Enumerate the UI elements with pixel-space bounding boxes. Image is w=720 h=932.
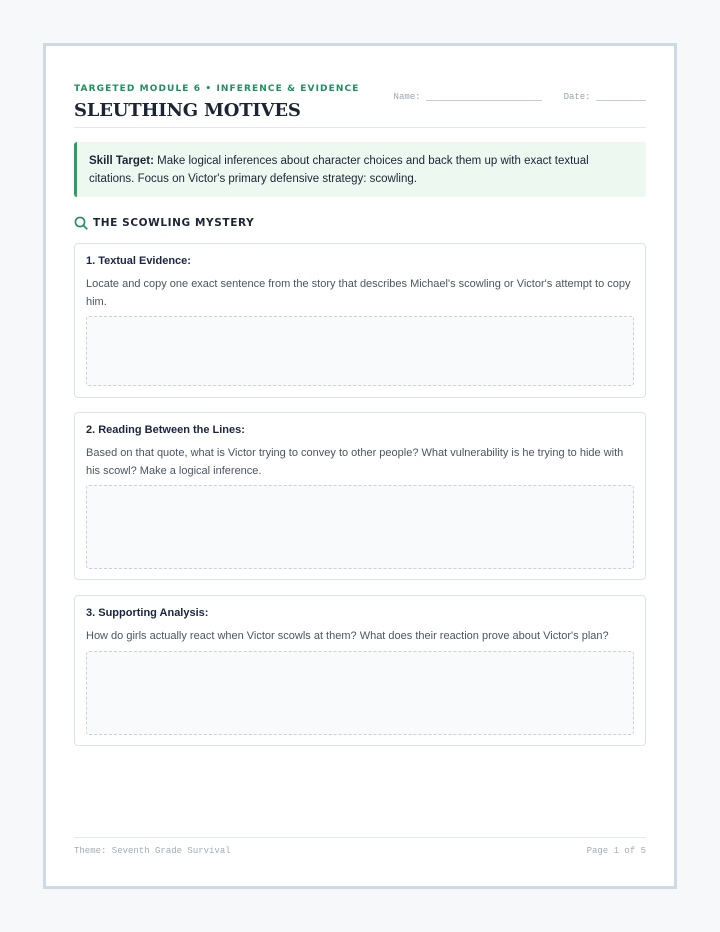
question-title: 1. Textual Evidence: [86, 255, 191, 267]
answer-box[interactable] [86, 651, 634, 735]
question-title: 3. Supporting Analysis: [86, 607, 209, 619]
page-content [74, 46, 646, 886]
name-field[interactable] [426, 100, 542, 101]
answer-box[interactable] [86, 485, 634, 569]
date-field[interactable] [596, 100, 646, 101]
question-card [74, 412, 646, 580]
name-date-fields [394, 92, 646, 102]
date-label: Date: [563, 92, 591, 102]
skill-target-text: Make logical inferences about character choices and back them up with exact textual citations. Focus on Victor's primary defensive strategy: scowling. [89, 155, 589, 185]
skill-target-label: Skill Target: [89, 155, 154, 167]
module-label: TARGETED MODULE 6 • INFERENCE & EVIDENCE [74, 84, 360, 94]
question-text: Locate and copy one exact sentence from the story that describes Michael's scowling or Victor's attempt to copy him. [86, 278, 631, 308]
section-heading [74, 215, 254, 231]
footer-divider [74, 837, 646, 838]
magnifier-icon [74, 216, 88, 230]
skill-target-callout [74, 142, 646, 197]
question-card [74, 243, 646, 398]
question-text: Based on that quote, what is Victor trying to convey to other people? What vulnerability is he trying to hide with his scowl? Make a logical inference. [86, 447, 624, 477]
page-number: Page 1 of 5 [586, 846, 646, 856]
section-title: THE SCOWLING MYSTERY [93, 217, 255, 229]
name-label: Name: [393, 92, 421, 102]
worksheet-page [43, 43, 677, 889]
header-divider [74, 127, 646, 128]
question-title: 2. Reading Between the Lines: [86, 424, 245, 436]
answer-box[interactable] [86, 316, 634, 386]
page-title: SLEUTHING MOTIVES [74, 100, 301, 121]
footer-theme: Theme: Seventh Grade Survival [74, 846, 231, 856]
question-text: How do girls actually react when Victor scowls at them? What does their reaction prove about Victor's plan? [86, 630, 609, 642]
question-card [74, 595, 646, 746]
